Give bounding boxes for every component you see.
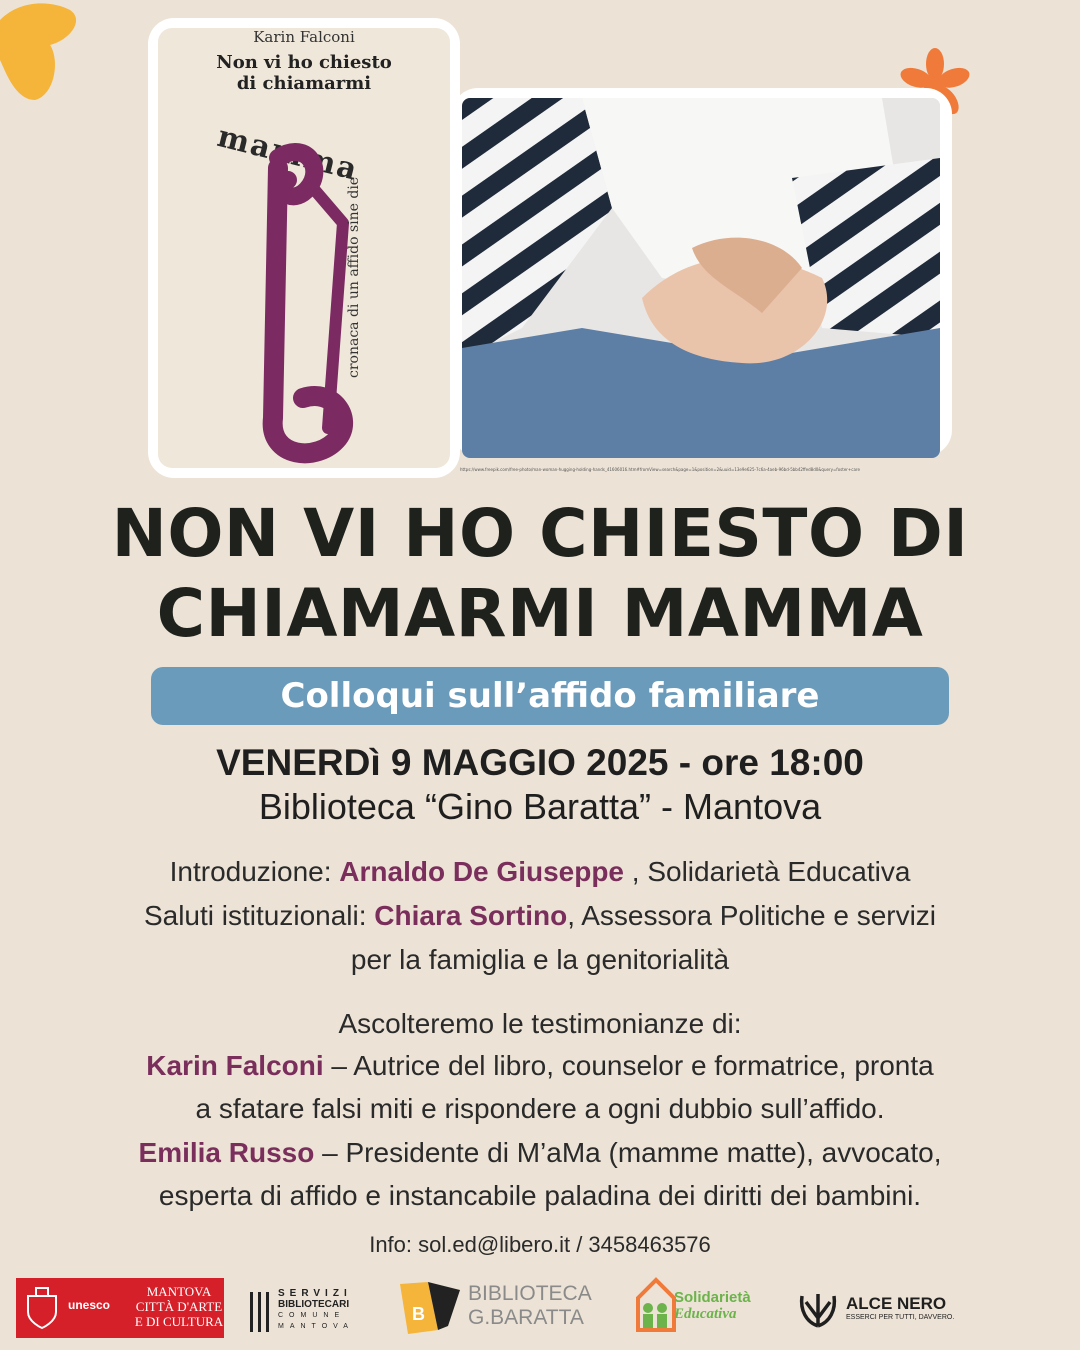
logo-servizi-bibliotecari	[248, 1288, 380, 1336]
cover-title-line1: Non vi ho chiesto	[216, 52, 392, 73]
testimony2-line2: esperta di affido e instancabile paladina dei diritti dei bambini.	[158, 1180, 922, 1211]
alce-nero-line1: ALCE NERO	[846, 1294, 947, 1313]
book-b-icon	[398, 1280, 464, 1336]
cover-subtitle: cronaca di un affido sine die	[346, 176, 362, 378]
servizi-line3: COMUNE	[278, 1312, 346, 1319]
unesco-logo: unesco	[68, 1298, 111, 1312]
testimonies-intro: Ascolteremo le testimonianze di:	[338, 1008, 742, 1039]
alce-nero-line2: ESSERCI PER TUTTI, DAVVERO.	[846, 1314, 955, 1321]
saluti-line: Saluti istituzionali: Chiara Sortino, Assessora Politiche e servizi	[143, 900, 937, 931]
cover-author: Karin Falconi	[253, 28, 355, 46]
coat-of-arms-icon	[22, 1286, 62, 1330]
testimony1-line1: Karin Falconi – Autrice del libro, counselor e formatrice, pronta	[146, 1050, 934, 1081]
solidarieta-line2: Educativa	[674, 1306, 737, 1322]
cover-title	[158, 52, 450, 94]
main-title-line2: CHIAMARMI MAMMA	[156, 575, 924, 652]
hands-photo-illustration	[462, 98, 940, 458]
biblioteca-line1: BIBLIOTECA	[468, 1282, 592, 1305]
saluti-name: Chiara Sortino	[374, 900, 568, 931]
library-columns-icon	[248, 1288, 274, 1336]
alce-nero-icon	[796, 1288, 840, 1328]
photo-credit: https://www.freepik.com/free-photo/man-woman-hugging-holding-hands_41606016.htm#fromView=search&page=1&position=2&uuid=13e9e625-7c6a-4aeb-96bd-5bb42ffed8d0&query=foster+care	[460, 467, 860, 472]
cover-title-line2: di chiamarmi	[236, 73, 372, 94]
servizi-line4: MANTOVA	[278, 1323, 354, 1330]
solidarieta-line1: Solidarietà	[674, 1289, 751, 1306]
testimony1-line2: a sfatare falsi miti e rispondere a ogni dubbio sull’affido.	[195, 1093, 885, 1124]
logo-alce-nero	[796, 1288, 966, 1332]
event-date: VENERDì 9 MAGGIO 2025 - ore 18:00	[216, 742, 864, 783]
logo-solidarieta-educativa	[634, 1276, 780, 1336]
intro-line: Introduzione: Arnaldo De Giuseppe , Solidarietà Educativa	[169, 856, 911, 887]
mantova-logo-line3: E DI CULTURA	[134, 1314, 224, 1329]
book-cover	[158, 28, 450, 468]
testimony1-name: Karin Falconi	[146, 1050, 324, 1081]
saluti-line2: per la famiglia e la genitorialità	[350, 944, 730, 975]
testimony2-line1: Emilia Russo – Presidente di M’aMa (mamme matte), avvocato,	[138, 1137, 942, 1168]
cover-mamma-word: mamma	[213, 119, 363, 188]
yellow-flower-decoration	[0, 0, 90, 110]
logo-biblioteca-baratta	[398, 1280, 610, 1336]
family-house-icon	[634, 1276, 678, 1332]
info-contact: Info: sol.ed@libero.it / 3458463576	[369, 1232, 711, 1257]
servizi-line2: BIBLIOTECARI	[278, 1299, 350, 1310]
intro-name: Arnaldo De Giuseppe	[339, 856, 624, 887]
mantova-logo-line2: CITTÀ D'ARTE	[135, 1299, 223, 1314]
mantova-logo-line1: MANTOVA	[146, 1284, 212, 1299]
hands-photo	[462, 98, 940, 458]
main-title-line1: NON VI HO CHIESTO DI	[111, 495, 969, 572]
subtitle-pill: Colloqui sull’affido familiare	[151, 667, 949, 725]
event-venue: Biblioteca “Gino Baratta” - Mantova	[258, 786, 822, 827]
testimony2-name: Emilia Russo	[138, 1137, 315, 1168]
servizi-line1: SERVIZI	[278, 1288, 352, 1299]
svg-text:B: B	[412, 1304, 425, 1324]
biblioteca-line2: G.BARATTA	[468, 1306, 584, 1329]
logo-comune-mantova	[16, 1278, 224, 1338]
